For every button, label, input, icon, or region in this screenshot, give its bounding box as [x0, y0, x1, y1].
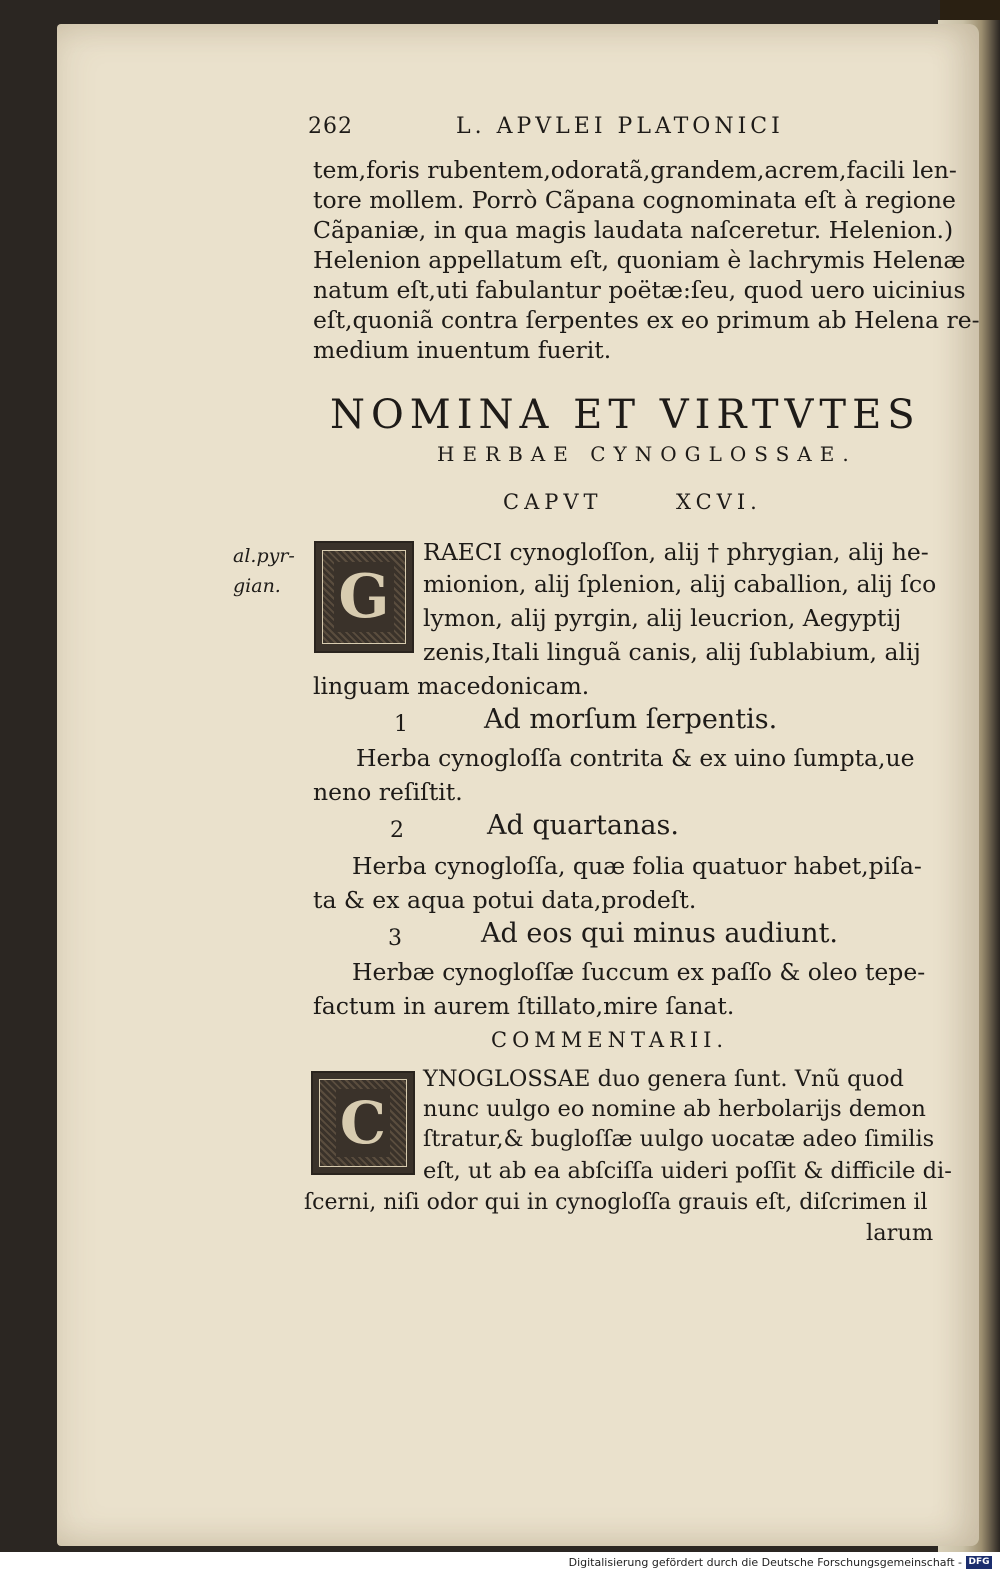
text-line: lymon, alij pyrgin, alij leucrion, Aegyptij: [423, 604, 902, 632]
text-line: mionion, alij ſplenion, alij caballion, alij ſco: [423, 570, 937, 598]
text-line: YNOGLOSSAE duo genera ſunt. Vnũ quod: [423, 1066, 904, 1092]
text-line: medium inuentum fuerit.: [313, 336, 612, 364]
chapter-title: NOMINA ET VIRTVTES: [330, 392, 921, 438]
caput-label: CAPVT: [503, 490, 603, 514]
text-line: RAECI cynogloſſon, alij † phrygian, alij he-: [423, 538, 929, 566]
catchword: larum: [866, 1220, 934, 1246]
remedy-number: 2: [390, 818, 404, 843]
commentary-heading: COMMENTARII.: [491, 1028, 729, 1052]
marginal-note: gian.: [233, 575, 281, 597]
text-line: nunc uulgo eo nomine ab herbolarijs demon: [423, 1096, 926, 1122]
dfg-logo: DFG: [966, 1556, 992, 1569]
text-line: natum eſt,uti fabulantur poëtæ:ſeu, quod uero uicinius: [313, 276, 966, 304]
running-title: L. APVLEI PLATONICI: [456, 114, 784, 139]
text-line: linguam macedonicam.: [313, 672, 590, 700]
book-spine: [940, 0, 1000, 22]
text-line: Herba cynogloſſa, quæ folia quatuor habet,piſa-: [352, 852, 922, 880]
page-number: 262: [308, 114, 353, 139]
text-line: zenis,Itali linguã canis, alij ſublabium, alij: [423, 638, 921, 666]
decorated-initial-g: G: [314, 541, 414, 653]
text-line: eſt, ut ab ea abſciſſa uideri poſſit & difficile di-: [423, 1158, 952, 1184]
text-line: Herba cynogloſſa contrita & ex uino ſumpta,ue: [356, 744, 915, 772]
text-line: ſtratur,& bugloſſæ uulgo uocatæ adeo ſimilis: [423, 1126, 935, 1152]
text-line: eſt,quoniã contra ſerpentes ex eo primum ab Helena re-: [313, 306, 980, 334]
footer-credit: Digitalisierung gefördert durch die Deutsche Forschungsgemeinschaft -: [568, 1556, 962, 1569]
chapter-subtitle: HERBAE CYNOGLOSSAE.: [437, 442, 857, 466]
remedy-number: 1: [394, 712, 408, 737]
text-line: Helenion appellatum eſt, quoniam è lachrymis Helenæ: [313, 246, 966, 274]
caput-number: XCVI.: [676, 490, 762, 514]
remedy-heading: Ad quartanas.: [487, 810, 679, 841]
text-line: tore mollem. Porrò Cãpana cognominata eſt à regione: [313, 186, 956, 214]
text-line: ſcerni, niſi odor qui in cynogloſſa grauis eſt, diſcrimen il: [304, 1190, 928, 1215]
text-line: Herbæ cynogloſſæ ſuccum ex paſſo & oleo tepe-: [352, 958, 926, 986]
text-line: Cãpaniæ, in qua magis laudata naſceretur. Helenion.): [313, 216, 954, 244]
remedy-heading: Ad morſum ſerpentis.: [484, 704, 778, 735]
remedy-number: 3: [388, 926, 402, 951]
text-line: factum in aurem ſtillato,mire ſanat.: [313, 992, 735, 1020]
text-line: tem,foris rubentem,odoratã,grandem,acrem,facili len-: [313, 156, 957, 184]
marginal-note: al.pyr-: [233, 545, 295, 567]
text-line: ta & ex aqua potui data,prodeſt.: [313, 886, 697, 914]
remedy-heading: Ad eos qui minus audiunt.: [481, 918, 838, 949]
text-line: neno reſiſtit.: [313, 778, 463, 806]
decorated-initial-c: C: [311, 1071, 415, 1175]
